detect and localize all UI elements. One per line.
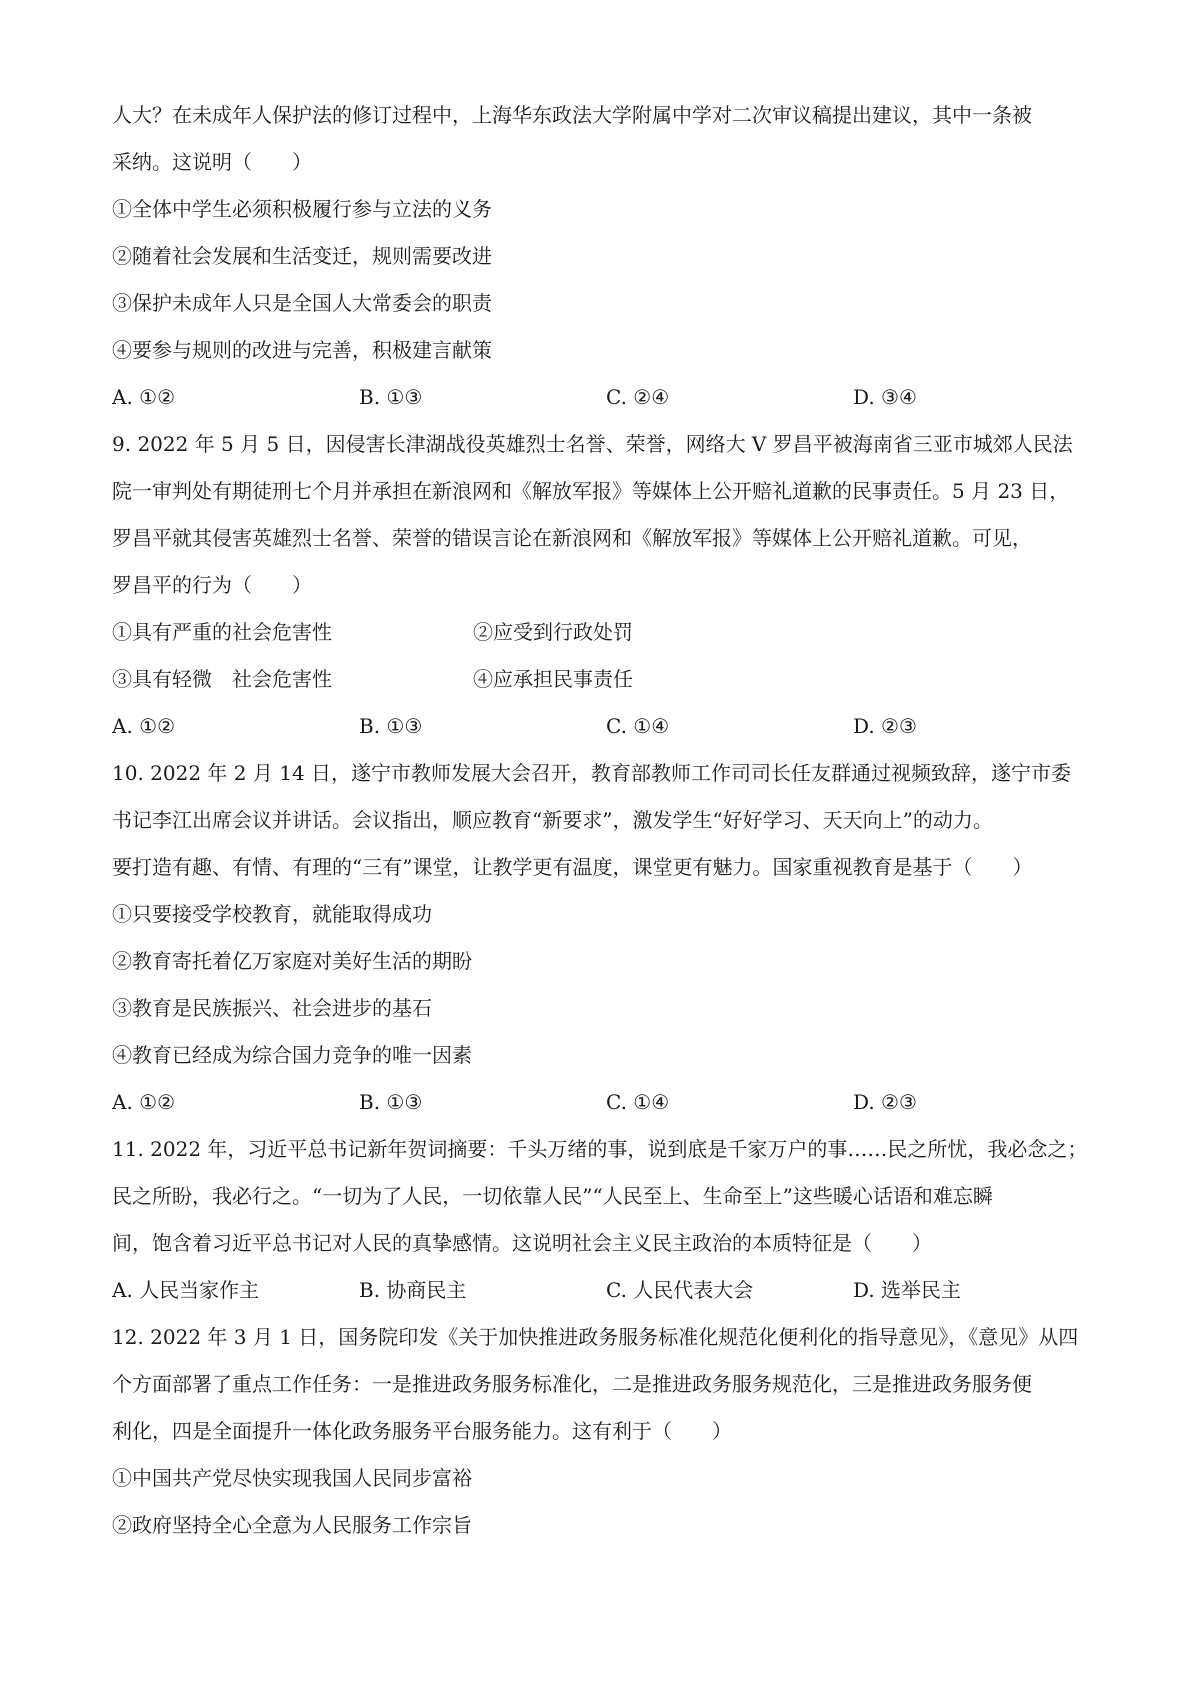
option-a: A. ①② [112,714,176,738]
option-d: D. ②③ [853,1090,917,1114]
statement-item: ①全体中学生必须积极履行参与立法的义务 [112,197,492,221]
option-b: B. ①③ [359,714,423,738]
question-11 [112,1126,1098,1314]
statement-item: ④要参与规则的改进与完善，积极建言献策 [112,338,492,362]
question-12 [112,1314,1098,1549]
question-stem-line: 罗昌平就其侵害英雄烈士名誉、荣誉的错误言论在新浪网和《解放军报》等媒体上公开赔礼道歉。可见， [112,526,1032,550]
statement-item: ③保护未成年人只是全国人大常委会的职责 [112,291,492,315]
statement-item: ①具有严重的社会危害性 [112,620,332,644]
option-c: C. ①④ [606,714,670,738]
question-stem-line: 9. 2022 年 5 月 5 日，因侵害长津湖战役英雄烈士名誉、荣誉，网络大 V 罗昌平被海南省三亚市城郊人民法 [112,432,1073,456]
statement-item: ④教育已经成为综合国力竞争的唯一因素 [112,1043,472,1067]
statement-item: ④应承担民事责任 [473,667,633,691]
option-a: A. 人民当家作主 [112,1278,260,1302]
question-stem-line: 采纳。这说明（ ） [112,150,312,174]
statement-pair [112,656,1098,703]
statement-item: ②应受到行政处罚 [473,620,633,644]
statement-item: ②教育寄托着亿万家庭对美好生活的期盼 [112,949,472,973]
option-b: B. ①③ [359,1090,423,1114]
option-d: D. 选举民主 [853,1278,962,1302]
question-9 [112,421,1098,750]
option-d: D. ②③ [853,714,917,738]
question-stem-line: 个方面部署了重点工作任务：一是推进政务服务标准化，二是推进政务服务规范化，三是推进政务服务便 [112,1372,1032,1396]
statement-item: ①只要接受学校教育，就能取得成功 [112,902,432,926]
question-stem-line: 间，饱含着习近平总书记对人民的真挚感情。这说明社会主义民主政治的本质特征是（ ） [112,1231,932,1255]
question-stem-line: 罗昌平的行为（ ） [112,573,312,597]
answer-options [112,703,1098,750]
option-b: B. ①③ [359,385,423,409]
statement-item: ③教育是民族振兴、社会进步的基石 [112,996,432,1020]
statement-item: ①中国共产党尽快实现我国人民同步富裕 [112,1466,472,1490]
question-8 [112,92,1098,421]
question-stem-line: 要打造有趣、有情、有理的“三有”课堂，让教学更有温度，课堂更有魅力。国家重视教育是基于（ ） [112,855,1033,879]
option-a: A. ①② [112,385,176,409]
question-stem-line: 人大？在未成年人保护法的修订过程中，上海华东政法大学附属中学对二次审议稿提出建议，其中一条被 [112,103,1032,127]
question-stem-line: 民之所盼，我必行之。“一切为了人民，一切依靠人民”“人民至上、生命至上”这些暖心话语和难忘瞬 [112,1184,993,1208]
option-c: C. ②④ [606,385,670,409]
answer-options [112,374,1098,421]
question-stem-line: 院一审判处有期徒刑七个月并承担在新浪网和《解放军报》等媒体上公开赔礼道歉的民事责任。5 月 23 日， [112,479,1070,503]
question-stem-line: 12. 2022 年 3 月 1 日，国务院印发《关于加快推进政务服务标准化规范化便利化的指导意见》，《意见》从四 [112,1325,1079,1349]
question-stem-line: 书记李江出席会议并讲话。会议指出，顺应教育“新要求”，激发学生“好好学习、天天向上”的动力。 [112,808,993,832]
answer-options [112,1079,1098,1126]
statement-pair [112,609,1098,656]
question-stem-line: 11. 2022 年，习近平总书记新年贺词摘要：千头万绪的事，说到底是千家万户的事……民之所忧，我必念之； [112,1137,1088,1161]
option-d: D. ③④ [853,385,917,409]
statement-item: ②政府坚持全心全意为人民服务工作宗旨 [112,1513,472,1537]
question-stem-line: 利化，四是全面提升一体化政务服务平台服务能力。这有利于（ ） [112,1419,732,1443]
option-c: C. ①④ [606,1090,670,1114]
statement-item: ③具有轻微 社会危害性 [112,667,332,691]
question-10 [112,750,1098,1126]
option-b: B. 协商民主 [359,1278,467,1302]
question-stem-line: 10. 2022 年 2 月 14 日，遂宁市教师发展大会召开，教育部教师工作司司长任友群通过视频致辞，遂宁市委 [112,761,1072,785]
option-a: A. ①② [112,1090,176,1114]
statement-item: ②随着社会发展和生活变迁，规则需要改进 [112,244,492,268]
option-c: C. 人民代表大会 [606,1278,754,1302]
answer-options [112,1267,1098,1314]
